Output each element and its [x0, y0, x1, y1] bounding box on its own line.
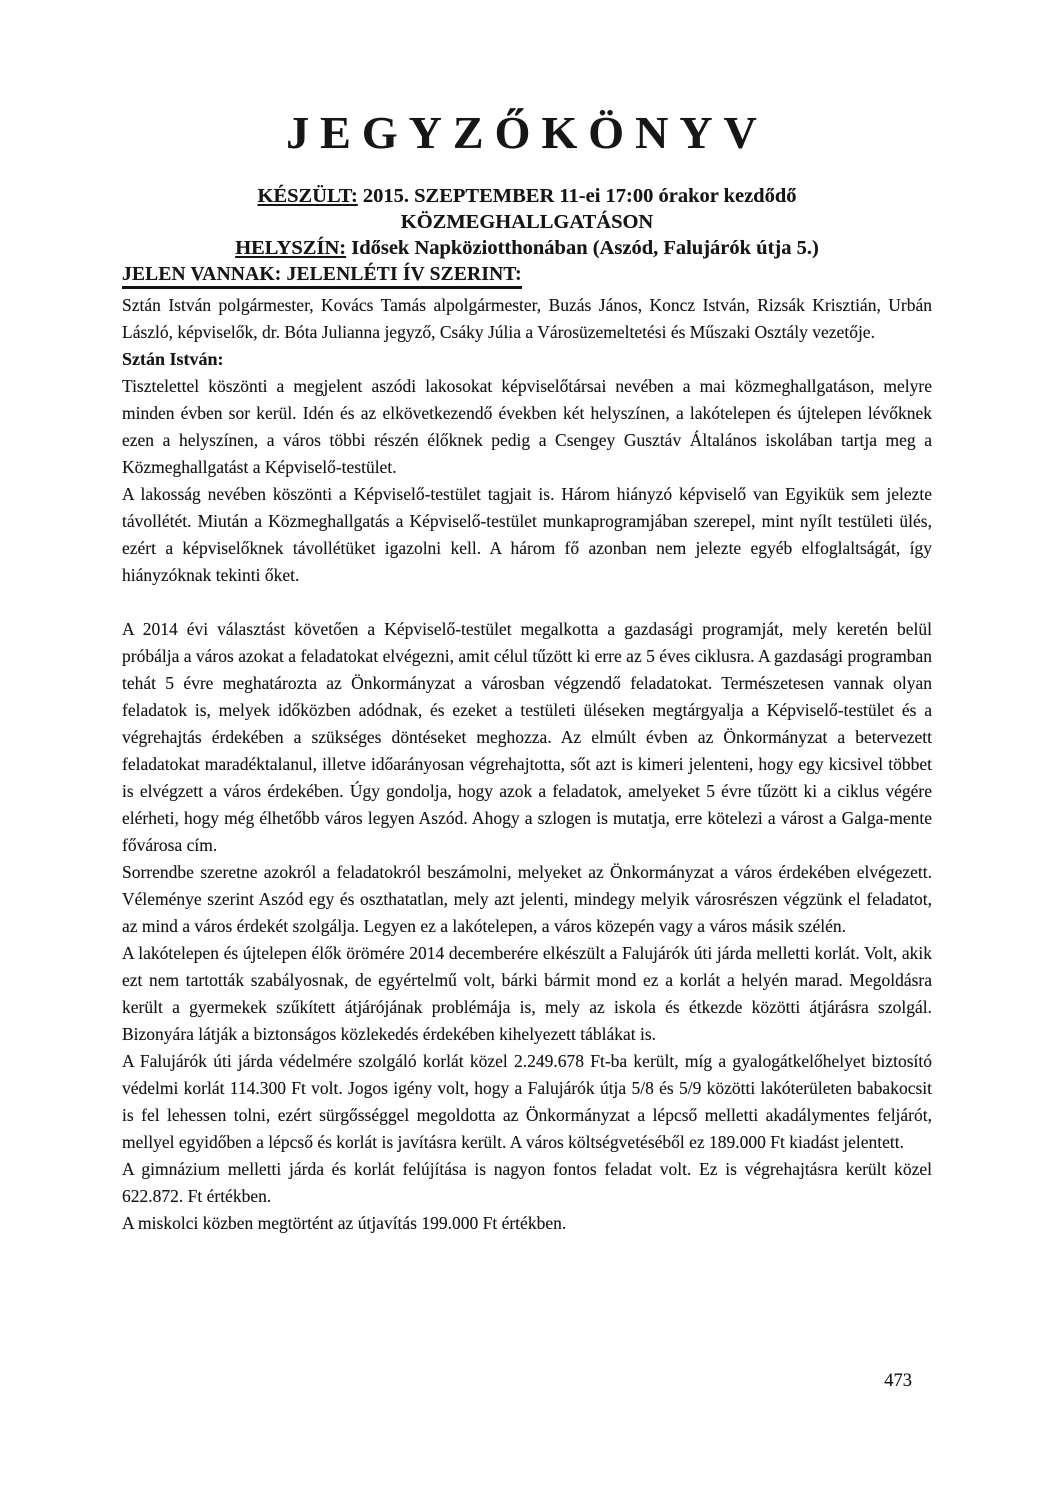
keszult-label: KÉSZÜLT:: [257, 184, 358, 207]
speech-paragraph: A lakosság nevében köszönti a Képviselő-testület tagjait is. Három hiányzó képviselő van Egyikük sem jelezte távollétét. Miután a Közmeghallgatás a Képviselő-testület munkaprogramjában szerepel, mint nyílt testületi ülés, ezért a képviselőknek távollétüket igazolni kell. A három fő azonban nem jelezte egyéb elfoglaltságát, így hiányzóknak tekinti őket.: [122, 483, 932, 585]
meta-line-keszult: [122, 183, 932, 209]
helyszin-label: HELYSZÍN:: [235, 236, 347, 259]
attendance-heading-text: JELEN VANNAK: JELENLÉTI ÍV SZERINT:: [122, 264, 522, 289]
meta-line-helyszin: [122, 235, 932, 261]
meta-block: [122, 183, 932, 261]
document-body: [122, 261, 932, 1237]
speech-paragraph: A 2014 évi választást követően a Képviselő-testület megalkotta a gazdasági programját, mely keretén belül próbálja a város azokat a feladatokat elvégezni, amit célul tűzött ki erre az 5 éves ciklusra. A gazdasági programban tehát 5 évre meghatározta az Önkormányzat a városban végzendő feladatokat. Természetesen vannak olyan feladatok is, melyek időközben adódnak, és ezeket a testületi üléseken megtárgyalja a Képviselő-testület és a végrehajtás érdekében a szükséges döntéseket meghozza. Az elmúlt évben az Önkormányzat a betervezett feladatokat maradéktalanul, illetve időarányosan végrehajtotta, sőt azt is kimeri jelenteni, hogy egy kicsivel többet is elvégzett a város érdekében. Úgy gondolja, hogy azok a feladatok, amelyeket 5 évre tűzött ki a ciklus végére elérheti, hogy még élhetőbb város legyen Aszód. Ahogy a szlogen is mutatja, erre kötelezi a várost a Galga-mente fővárosa cím.: [122, 618, 932, 855]
speech-paragraph: A Falujárók úti járda védelmére szolgáló korlát közel 2.249.678 Ft-ba került, míg a gyalogátkelőhelyet biztosító védelmi korlát 114.300 Ft volt. Jogos igény volt, hogy a Falujárók útja 5/8 és 5/9 közötti lakóterületen babakocsit is fel lehessen tolni, ezért sürgősséggel megoldotta az Önkormányzat a lépcső melletti akadálymentes feljárót, mellyel egyidőben a lépcső és korlát is javításra került. A város költségvetéséből ez 189.000 Ft kiadást jelentett.: [122, 1050, 932, 1152]
speech-paragraph: Tisztelettel köszönti a megjelent aszódi lakosokat képviselőtársai nevében a mai közmeghallgatáson, melyre minden évben sor kerül. Idén és az elkövetkezendő években két helyszínen, a lakótelepen és újtelepen lévőknek ezen a helyszínen, a város többi részén élőknek pedig a Csengey Gusztáv Általános iskolában tartja meg a Közmeghallgatást a Képviselő-testület.: [122, 375, 932, 477]
speech-paragraph: A gimnázium melletti járda és korlát felújítása is nagyon fontos feladat volt. Ez is végrehajtásra került közel 622.872. Ft értékben.: [122, 1158, 932, 1206]
attendance-list: Sztán István polgármester, Kovács Tamás alpolgármester, Buzás János, Koncz István, Rizsák Krisztián, Urbán László, képviselők, dr. Bóta Julianna jegyző, Csáky Júlia a Városüzemeltetési és Műszaki Osztály vezetője.: [122, 294, 932, 342]
meta-line-keszult-2: KÖZMEGHALLGATÁSON: [400, 210, 654, 233]
keszult-value: 2015. SZEPTEMBER 11-ei 17:00 órakor kezdődő: [362, 184, 797, 207]
page-number: 473: [884, 1371, 912, 1391]
speech-paragraph: A miskolci közben megtörtént az útjavítás 199.000 Ft értékben.: [122, 1212, 567, 1233]
document-title: JEGYZŐKÖNYV: [286, 107, 768, 158]
speech-paragraph: Sorrendbe szeretne azokról a feladatokról beszámolni, melyeket az Önkormányzat a város érdekében elvégezett. Véleménye szerint Aszód egy és oszthatatlan, mely azt jelenti, mindegy melyik városrészen végzünk el feladatot, az mind a város érdekét szolgálja. Legyen ez a lakótelepen, a város közepén vagy a város másik szélén.: [122, 861, 932, 936]
speaker-name: Sztán István:: [122, 348, 224, 369]
helyszin-value: Idősek Napköziotthonában (Aszód, Falujárók útja 5.): [351, 236, 819, 259]
attendance-heading: [122, 261, 932, 288]
speech-paragraph: A lakótelepen és újtelepen élők örömére 2014 decemberére elkészült a Falujárók úti járda melletti korlát. Volt, akik ezt nem tartották szabályosnak, de egyértelmű volt, bárki bármit mond ez a korlát a helyén marad. Megoldásra került a gyermekek szűkített átjárójának problémája is, mely az iskola és étkezde közötti átjárásra szolgál. Bizonyára látják a biztonságos közlekedés érdekében kihelyezett táblákat is.: [122, 942, 932, 1044]
